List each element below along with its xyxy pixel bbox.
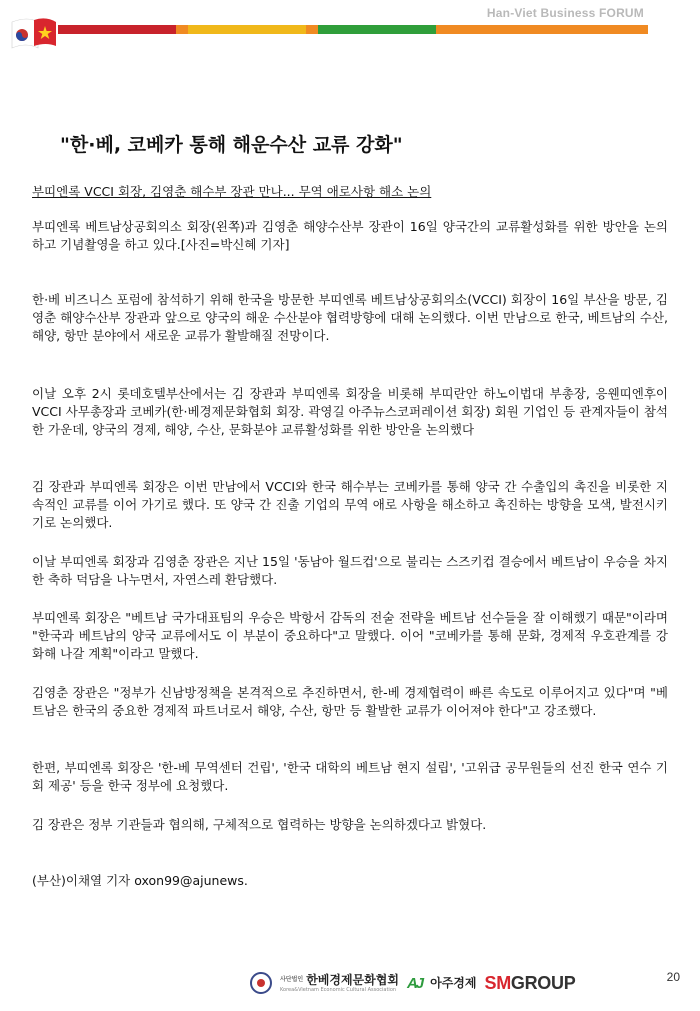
sm-group-suffix: GROUP <box>510 972 576 993</box>
color-bar-orange-gap2 <box>306 25 318 34</box>
association-name: 한베경제문화협회 <box>306 972 399 987</box>
body-paragraph-6: 김영춘 장관은 "정부가 신남방정책을 본격적으로 추진하면서, 한-베 경제협력이 빠른 속도로 이루어지고 있다"며 "베트남은 한국의 중요한 경제적 파트너로서 해양, 수산, 항만 등 활발한 교류가 이어져야 한다"고 강조했다. <box>32 685 668 718</box>
association-logo <box>280 974 399 993</box>
association-seal-icon <box>250 972 272 994</box>
association-english-name: Korea&Vietnam Economic Cultural Association <box>280 986 397 993</box>
article-subheadline: 부띠엔록 VCCI 회장, 김영춘 해수부 장관 만나... 무역 애로사항 해소 논의 <box>32 184 432 199</box>
body-paragraph-7: 한편, 부띠엔록 회장은 '한-베 무역센터 건립', '한국 대학의 베트남 현지 설립', '고위급 공무원들의 선진 한국 연수 기회 제공' 등을 한국 정부에 요청했다. <box>32 760 668 793</box>
header-color-bar <box>58 25 648 34</box>
color-bar-orange <box>436 25 648 34</box>
color-bar-yellow <box>188 25 306 34</box>
color-bar-green <box>318 25 436 34</box>
korea-vietnam-flag-icon <box>8 16 58 54</box>
color-bar-orange-gap <box>176 25 188 34</box>
aju-logo-icon: AJ <box>406 974 423 992</box>
sm-group-prefix: SM <box>484 972 511 993</box>
body-paragraph-8: 김 장관은 정부 기관들과 협의해, 구체적으로 협력하는 방향을 논의하겠다고 밝혔다. <box>32 817 487 832</box>
article-byline: (부산)이채열 기자 oxon99@ajunews. <box>32 873 248 888</box>
association-name-row <box>280 974 399 986</box>
color-bar-red <box>58 25 176 34</box>
body-paragraph-4: 이날 부띠엔록 회장과 김영춘 장관은 지난 15일 '동남아 월드컵'으로 불리는 스즈키컵 결승에서 베트남이 우승을 차지한 축하 덕담을 나누면서, 자연스레 환담했다. <box>32 554 668 587</box>
aju-name: 아주경제 <box>430 976 477 990</box>
body-paragraph-5: 부띠엔록 회장은 "베트남 국가대표팀의 우승은 박항서 감독의 전술 전략을 베트남 선수들을 잘 이해했기 때문"이라며 "한국과 베트남의 양국 교류에서도 이 부분이 중요하다"고 말했다. 이어 "코베카를 통해 문화, 경제적 우호관계를 강화해 나갈 계획"이라고 말했다. <box>32 610 668 661</box>
article-headline: "한·베, 코베카 통해 해운수산 교류 강화" <box>60 134 403 156</box>
body-paragraph-3: 김 장관과 부띠엔록 회장은 이번 만남에서 VCCI와 한국 해수부는 코베카를 통해 양국 간 수출입의 촉진을 비롯한 지속적인 교류를 이어 가기로 했다. 또 양국 간 진출 기업의 무역 애로 사항을 해소하고 촉진하는 방향을 모색, 발전시키기로 논의했다. <box>32 479 668 530</box>
header-title: Han-Viet Business FORUM <box>486 6 644 20</box>
sm-group-logo <box>485 973 576 994</box>
body-paragraph-1: 한·베 비즈니스 포럼에 참석하기 위해 한국을 방문한 부띠엔록 베트남상공회의소(VCCI) 회장이 16일 부산을 방문, 김영춘 해양수산부 장관과 앞으로 양국의 해운 수산분야 협력방향에 대해 논의했다. 이번 만남으로 한국, 베트남의 수산, 해양, 항만 분야에서 새로운 교류가 활발해질 전망이다. <box>32 292 668 343</box>
footer-logos <box>250 968 575 998</box>
photo-caption-paragraph: 부띠엔록 베트남상공회의소 회장(왼쪽)과 김영춘 해양수산부 장관이 16일 양국간의 교류활성화를 위한 방안을 논의하고 기념촬영을 하고 있다.[사진=박신혜 기자] <box>32 219 668 252</box>
association-tag: 사단법인 <box>280 975 304 983</box>
body-paragraph-2: 이날 오후 2시 롯데호텔부산에서는 김 장관과 부띠엔록 회장을 비롯해 부띠란안 하노이법대 부총장, 응웬띠엔후이 VCCI 사무총장과 코베카(한·베경제문화협회 회장. 곽영길 아주뉴스코퍼레이션 회장) 회원 기업인 등 관계자들이 참석한 가운데, 양국의 경제, 해양, 수산, 문화분야 교류활성화를 위한 방안을 논의했다 <box>32 386 668 437</box>
aju-logo <box>430 977 476 989</box>
page-number: 20 <box>666 970 680 984</box>
